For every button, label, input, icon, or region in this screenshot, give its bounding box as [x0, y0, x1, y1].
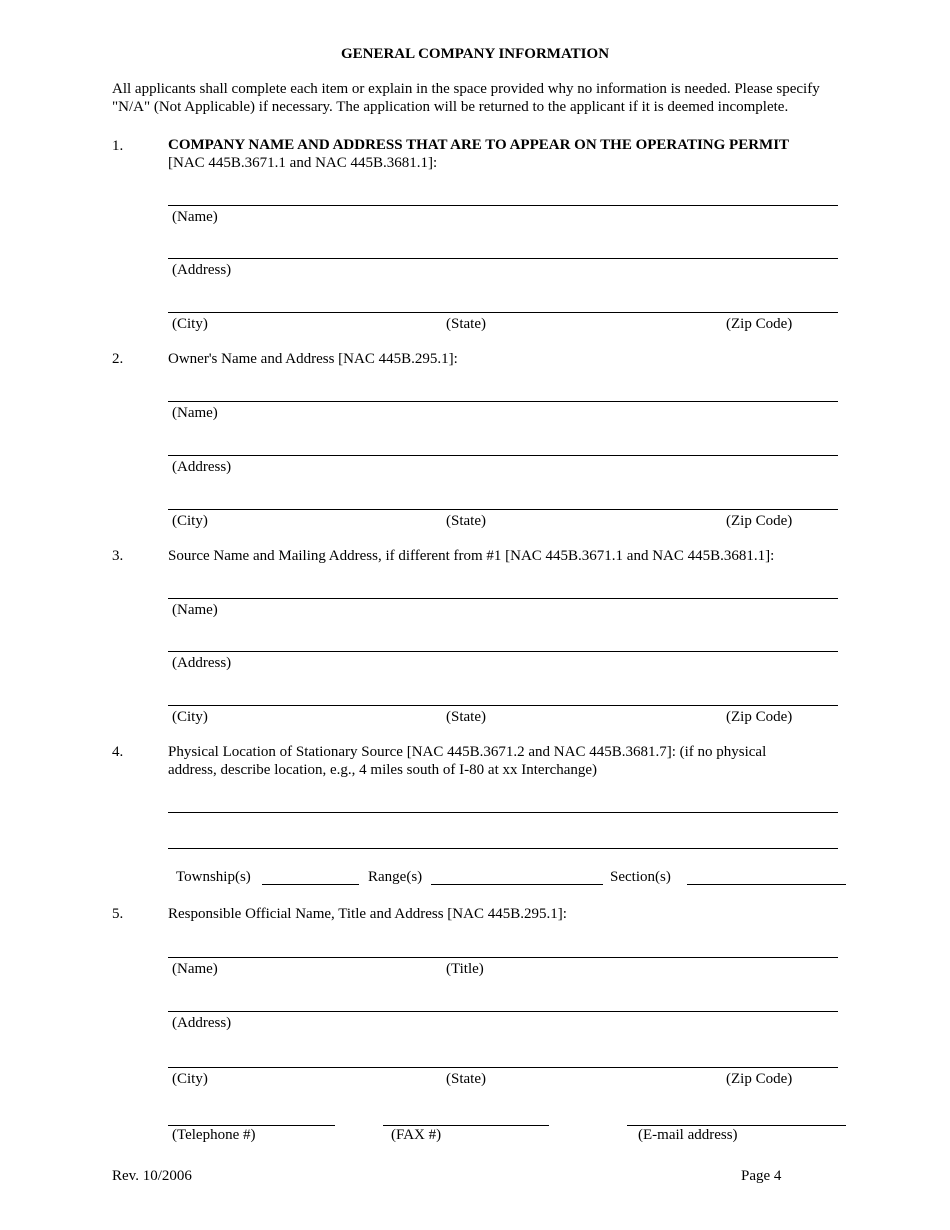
- section-4-section-line[interactable]: [687, 884, 846, 885]
- section-5-state-label: (State): [446, 1071, 486, 1087]
- section-3-zip-label: (Zip Code): [726, 709, 793, 725]
- section-4-range-line[interactable]: [431, 884, 603, 885]
- section-1-address-line[interactable]: [168, 258, 838, 259]
- revision-label: Rev. 10/2006: [112, 1168, 192, 1184]
- section-2-heading: Owner's Name and Address [NAC 445B.295.1]:: [168, 351, 458, 367]
- section-1-address-label: (Address): [172, 262, 232, 278]
- section-3-heading: Source Name and Mailing Address, if different from #1 [NAC 445B.3671.1 and NAC 445B.3681.1]:: [168, 548, 775, 564]
- section-4-heading-line2: address, describe location, e.g., 4 miles south of I-80 at xx Interchange): [168, 762, 598, 778]
- section-4-township-line[interactable]: [262, 884, 359, 885]
- section-5-address-line[interactable]: [168, 1011, 838, 1012]
- section-1-state-label: (State): [446, 316, 486, 332]
- section-5-heading: Responsible Official Name, Title and Address [NAC 445B.295.1]:: [168, 906, 567, 922]
- section-5-city-label: (City): [172, 1071, 208, 1087]
- section-5-zip-label: (Zip Code): [726, 1071, 793, 1087]
- section-2-city-line[interactable]: [168, 509, 838, 510]
- page-number: Page 4: [741, 1168, 782, 1184]
- section-2-state-label: (State): [446, 513, 486, 529]
- section-1-city-label: (City): [172, 316, 208, 332]
- section-3-number: 3.: [112, 548, 124, 564]
- section-4-section-label: Section(s): [610, 869, 671, 885]
- section-5-name-label: (Name): [172, 961, 218, 977]
- section-3-state-label: (State): [446, 709, 486, 725]
- section-2-address-label: (Address): [172, 459, 232, 475]
- section-1-city-line[interactable]: [168, 312, 838, 313]
- section-4-heading-line1: Physical Location of Stationary Source [NAC 445B.3671.2 and NAC 445B.3681.7]: (if no physical: [168, 744, 767, 760]
- section-3-address-line[interactable]: [168, 651, 838, 652]
- section-5-title-label: (Title): [446, 961, 484, 977]
- section-4-township-label: Township(s): [176, 869, 251, 885]
- section-2-address-line[interactable]: [168, 455, 838, 456]
- section-2-number: 2.: [112, 351, 124, 367]
- section-5-city-line[interactable]: [168, 1067, 838, 1068]
- section-3-city-label: (City): [172, 709, 208, 725]
- section-1-subheading: [NAC 445B.3671.1 and NAC 445B.3681.1]:: [168, 155, 438, 171]
- section-1-zip-label: (Zip Code): [726, 316, 793, 332]
- section-5-telephone-line[interactable]: [168, 1125, 335, 1126]
- section-5-email-line[interactable]: [627, 1125, 846, 1126]
- section-3-name-line[interactable]: [168, 598, 838, 599]
- section-4-location-line-2[interactable]: [168, 848, 838, 849]
- section-4-range-label: Range(s): [368, 869, 423, 885]
- section-5-fax-label: (FAX #): [391, 1127, 442, 1143]
- section-5-name-line[interactable]: [168, 957, 838, 958]
- section-5-telephone-label: (Telephone #): [172, 1127, 256, 1143]
- intro-paragraph: All applicants shall complete each item or explain in the space provided why no information is needed. Please specify "N/A" (Not Applicable) if necessary. The application will be returned to the applicant if it is deemed incomplete.: [112, 81, 820, 115]
- section-2-name-line[interactable]: [168, 401, 838, 402]
- section-2-zip-label: (Zip Code): [726, 513, 793, 529]
- section-1-heading: COMPANY NAME AND ADDRESS THAT ARE TO APPEAR ON THE OPERATING PERMIT: [168, 137, 790, 153]
- page-title: GENERAL COMPANY INFORMATION: [340, 46, 610, 62]
- section-5-fax-line[interactable]: [383, 1125, 549, 1126]
- section-5-email-label: (E-mail address): [638, 1127, 738, 1143]
- section-4-number: 4.: [112, 744, 124, 760]
- section-3-city-line[interactable]: [168, 705, 838, 706]
- section-2-city-label: (City): [172, 513, 208, 529]
- section-3-name-label: (Name): [172, 602, 218, 618]
- section-5-address-label: (Address): [172, 1015, 232, 1031]
- section-1-number: 1.: [112, 138, 124, 154]
- section-2-name-label: (Name): [172, 405, 218, 421]
- section-1-name-label: (Name): [172, 209, 218, 225]
- section-3-address-label: (Address): [172, 655, 232, 671]
- section-1-name-line[interactable]: [168, 205, 838, 206]
- section-5-number: 5.: [112, 906, 124, 922]
- section-4-location-line-1[interactable]: [168, 812, 838, 813]
